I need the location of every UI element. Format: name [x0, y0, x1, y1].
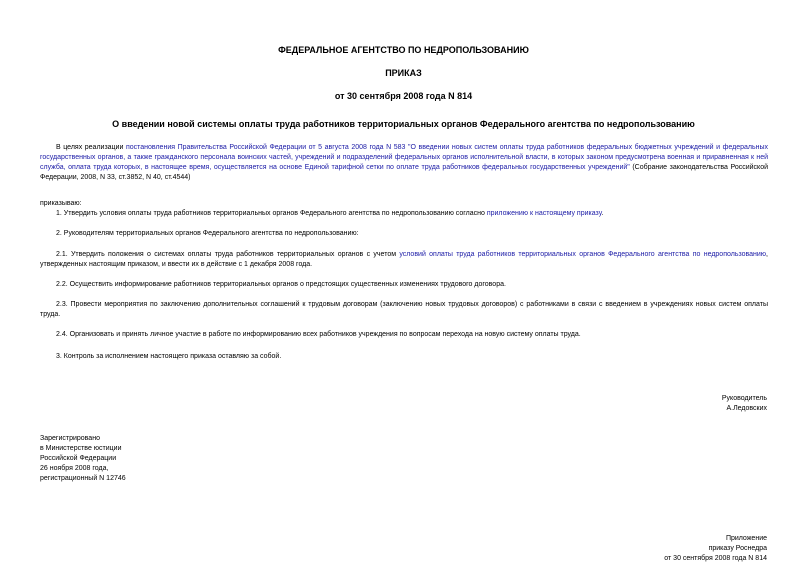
item-2-1-text: 2.1. Утвердить положения о системах оплаты труда работников территориальных органов с учетом — [56, 251, 400, 258]
registration-line-5: регистрационный N 12746 — [40, 475, 126, 482]
item-2-1 — [40, 250, 768, 270]
item-3: 3. Контроль за исполнением настоящего приказа оставляю за собой. — [56, 353, 282, 360]
signature-role: Руководитель — [721, 395, 767, 402]
appendix-line-2: приказу Роснедра — [708, 545, 767, 552]
registration-line-1: Зарегистрировано — [40, 435, 100, 442]
registration-line-3: Российской Федерации — [40, 455, 117, 462]
appendix-line-3: от 30 сентября 2008 года N 814 — [664, 555, 767, 562]
appendix-line-1: Приложение — [725, 535, 767, 542]
preamble-source-text: (Собрание законодательства Российской Федерации, 2008, N 33, ст.3852, N 40, ст.4544) — [40, 164, 769, 181]
document-title: О введении новой системы оплаты труда работников территориальных органов Федерального агентства по недропользованию — [112, 119, 695, 129]
preamble-text: В целях реализации — [56, 144, 126, 151]
appendix-link[interactable]: приложению к настоящему приказу — [486, 210, 602, 217]
doc-type-heading: ПРИКАЗ — [385, 68, 422, 78]
item-2-4: 2.4. Организовать и принять личное участие в работе по информированию всех работников учреждения по вопросам перехода на новую систему оплаты труда. — [56, 331, 581, 338]
appendix-block — [664, 534, 767, 564]
date-number-heading: от 30 сентября 2008 года N 814 — [334, 91, 473, 101]
item-2: 2. Руководителям территориальных органов Федерального агентства по недропользованию: — [56, 230, 359, 237]
signature-block — [722, 394, 767, 414]
item-1 — [56, 209, 768, 219]
registration-line-2: в Министерстве юстиции — [40, 445, 122, 452]
agency-heading: ФЕДЕРАЛЬНОЕ АГЕНТСТВО ПО НЕДРОПОЛЬЗОВАНИЮ — [278, 45, 529, 55]
item-1-end: . — [601, 210, 604, 217]
government-decree-link[interactable]: постановления Правительства Российской Федерации от 5 августа 2008 года N 583 "О введении новых систем оплаты труда работников федеральных бюджетных учреждений и федеральных государственных органов, а также гражданского персонала воинских частей, учреждений и подразделений федеральных органов исполнительной власти, в которых законом предусмотрена военная и приравненная к ней служба, оплата труда которых, в настоящее время, осуществляется на основе Единой тарифной сетки по оплате труда работников федеральных государственных учреждений" — [40, 144, 768, 171]
item-2-3: 2.3. Провести мероприятия по заключению дополнительных соглашений к трудовым договорам (заключению новых трудовых договоров) с работниками в связи с введением в учреждениях новых систем оплаты труда. — [40, 301, 768, 318]
signature-name: А.Ледовских — [726, 405, 767, 412]
registration-line-4: 26 ноября 2008 года, — [40, 465, 109, 472]
item-2-1-end: , утвержденных настоящим приказом, и ввести их в действие с 1 декабря 2008 года. — [40, 251, 768, 268]
preamble-paragraph — [40, 143, 768, 183]
item-1-text: 1. Утвердить условия оплаты труда работников территориальных органов Федерального агентства по недропользованию согласно — [56, 210, 487, 217]
item-2-2: 2.2. Осуществить информирование работников территориальных органов о предстоящих существенных изменениях трудового договора. — [56, 281, 506, 288]
registration-block — [40, 434, 126, 484]
order-word: приказываю: — [40, 200, 82, 207]
pay-conditions-link[interactable]: условий оплаты труда работников территориальных органов Федерального агентства по недропользованию — [399, 251, 767, 258]
